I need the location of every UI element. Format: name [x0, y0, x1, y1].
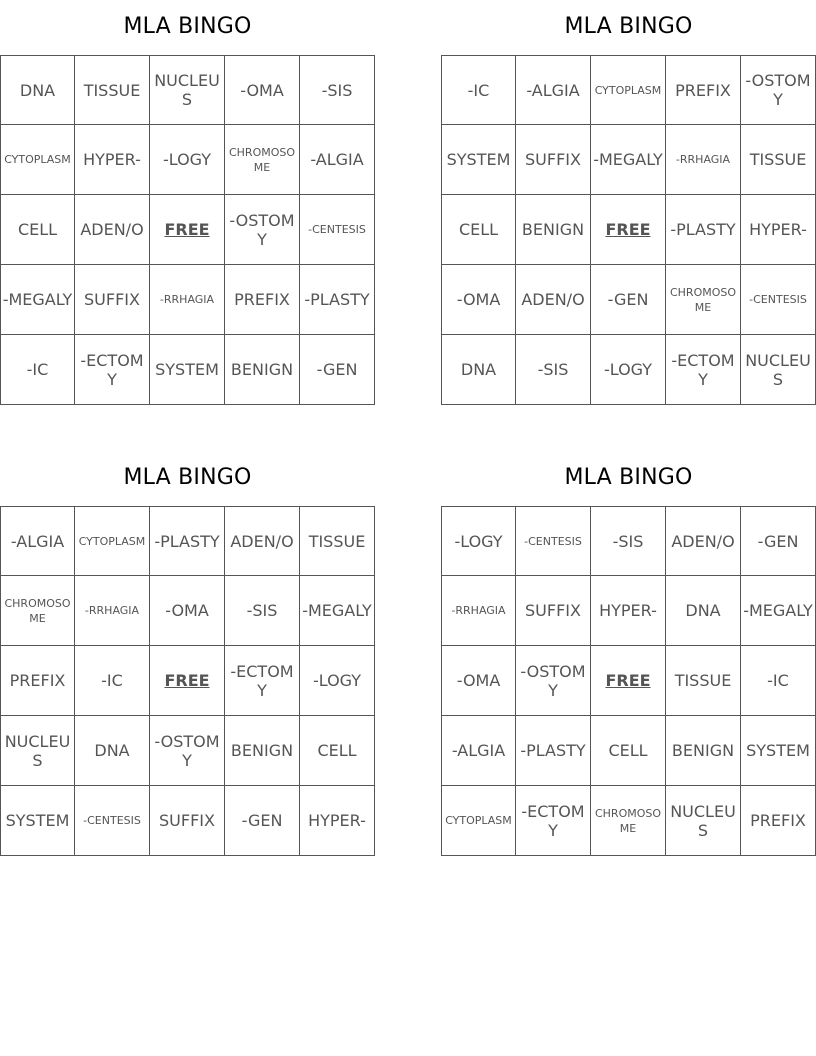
- bingo-cell: PREFIX: [666, 55, 741, 125]
- bingo-cell: BENIGN: [666, 716, 741, 786]
- bingo-cell: -ECTOMY: [225, 646, 300, 716]
- bingo-cell: -MEGALY: [300, 576, 375, 646]
- bingo-cell: -CENTESIS: [516, 506, 591, 576]
- bingo-cell: -RRHAGIA: [441, 576, 516, 646]
- bingo-cell: -IC: [441, 55, 516, 125]
- bingo-cell: HYPER-: [300, 786, 375, 856]
- bingo-cell: PREFIX: [225, 265, 300, 335]
- bingo-cell: -RRHAGIA: [666, 125, 741, 195]
- bingo-cell: -GEN: [591, 265, 666, 335]
- bingo-cell: -RRHAGIA: [150, 265, 225, 335]
- bingo-cell: -OSTOMY: [225, 195, 300, 265]
- bingo-cell: DNA: [666, 576, 741, 646]
- bingo-cell: -ECTOMY: [666, 335, 741, 405]
- bingo-cell: CELL: [0, 195, 75, 265]
- bingo-cell: HYPER-: [741, 195, 816, 265]
- bingo-cell: -GEN: [225, 786, 300, 856]
- bingo-cell: -LOGY: [441, 506, 516, 576]
- bingo-cell: CHROMOSOME: [591, 786, 666, 856]
- bingo-cell: HYPER-: [75, 125, 150, 195]
- card-title: MLA BINGO: [123, 14, 252, 39]
- bingo-cell: -CENTESIS: [75, 786, 150, 856]
- bingo-cell: -PLASTY: [516, 716, 591, 786]
- bingo-cell: ADEN/O: [225, 506, 300, 576]
- bingo-cell: -CENTESIS: [300, 195, 375, 265]
- bingo-cell: DNA: [441, 335, 516, 405]
- card-title: MLA BINGO: [123, 465, 252, 490]
- bingo-cell: -CENTESIS: [741, 265, 816, 335]
- bingo-grid: [0, 55, 375, 405]
- bingo-cell: -LOGY: [591, 335, 666, 405]
- bingo-cell: SYSTEM: [441, 125, 516, 195]
- bingo-cell: CHROMOSOME: [225, 125, 300, 195]
- bingo-cell: ADEN/O: [75, 195, 150, 265]
- bingo-card-2: [441, 0, 816, 405]
- bingo-grid: [441, 55, 816, 405]
- bingo-cell: NUCLEUS: [741, 335, 816, 405]
- bingo-cell: -IC: [0, 335, 75, 405]
- bingo-cell: DNA: [0, 55, 75, 125]
- bingo-cell: -GEN: [300, 335, 375, 405]
- bingo-cell: -OMA: [441, 265, 516, 335]
- free-space-cell: FREE: [150, 195, 225, 265]
- bingo-cell: TISSUE: [300, 506, 375, 576]
- card-title: MLA BINGO: [564, 465, 693, 490]
- bingo-cell: SYSTEM: [150, 335, 225, 405]
- bingo-grid: [0, 506, 375, 856]
- bingo-cell: SYSTEM: [0, 786, 75, 856]
- bingo-cell: CELL: [300, 716, 375, 786]
- bingo-cell: -OSTOMY: [516, 646, 591, 716]
- bingo-cell: SUFFIX: [516, 576, 591, 646]
- card-title: MLA BINGO: [564, 14, 693, 39]
- bingo-cell: HYPER-: [591, 576, 666, 646]
- bingo-cell: PREFIX: [741, 786, 816, 856]
- bingo-cell: TISSUE: [75, 55, 150, 125]
- bingo-cell: BENIGN: [225, 716, 300, 786]
- bingo-cell: CYTOPLASM: [591, 55, 666, 125]
- free-space-cell: FREE: [591, 646, 666, 716]
- bingo-cell: -IC: [75, 646, 150, 716]
- bingo-cell: -LOGY: [300, 646, 375, 716]
- bingo-cell: SUFFIX: [516, 125, 591, 195]
- bingo-cell: DNA: [75, 716, 150, 786]
- bingo-cell: SYSTEM: [741, 716, 816, 786]
- bingo-cell: ADEN/O: [666, 506, 741, 576]
- bingo-cell: -PLASTY: [666, 195, 741, 265]
- bingo-cell: TISSUE: [666, 646, 741, 716]
- bingo-cell: -PLASTY: [150, 506, 225, 576]
- bingo-cell: PREFIX: [0, 646, 75, 716]
- bingo-cell: CYTOPLASM: [75, 506, 150, 576]
- bingo-cell: NUCLEUS: [0, 716, 75, 786]
- bingo-cell: SUFFIX: [75, 265, 150, 335]
- bingo-cell: -MEGALY: [741, 576, 816, 646]
- bingo-cell: -SIS: [591, 506, 666, 576]
- bingo-cell: -ALGIA: [441, 716, 516, 786]
- bingo-cell: BENIGN: [516, 195, 591, 265]
- bingo-cell: -GEN: [741, 506, 816, 576]
- bingo-cell: CELL: [441, 195, 516, 265]
- bingo-cell: -OMA: [441, 646, 516, 716]
- bingo-card-4: [441, 451, 816, 856]
- bingo-cell: NUCLEUS: [150, 55, 225, 125]
- bingo-cell: CHROMOSOME: [666, 265, 741, 335]
- bingo-card-3: [0, 451, 375, 856]
- bingo-cell: -ALGIA: [0, 506, 75, 576]
- bingo-card-1: [0, 0, 375, 405]
- bingo-cell: -ALGIA: [300, 125, 375, 195]
- free-space-cell: FREE: [591, 195, 666, 265]
- bingo-cell: BENIGN: [225, 335, 300, 405]
- bingo-cell: -LOGY: [150, 125, 225, 195]
- free-space-cell: FREE: [150, 646, 225, 716]
- bingo-cell: -ECTOMY: [516, 786, 591, 856]
- bingo-grid: [441, 506, 816, 856]
- bingo-cell: -MEGALY: [0, 265, 75, 335]
- bingo-cell: -PLASTY: [300, 265, 375, 335]
- bingo-cell: -OMA: [225, 55, 300, 125]
- bingo-cell: CYTOPLASM: [441, 786, 516, 856]
- bingo-cell: CYTOPLASM: [0, 125, 75, 195]
- bingo-cell: CHROMOSOME: [0, 576, 75, 646]
- bingo-cell: SUFFIX: [150, 786, 225, 856]
- bingo-cell: -OSTOMY: [741, 55, 816, 125]
- bingo-cell: -RRHAGIA: [75, 576, 150, 646]
- bingo-cell: -ECTOMY: [75, 335, 150, 405]
- bingo-cell: -IC: [741, 646, 816, 716]
- bingo-cell: -OSTOMY: [150, 716, 225, 786]
- bingo-cell: -SIS: [516, 335, 591, 405]
- bingo-cell: -SIS: [225, 576, 300, 646]
- bingo-cell: -MEGALY: [591, 125, 666, 195]
- bingo-cell: NUCLEUS: [666, 786, 741, 856]
- bingo-cell: -SIS: [300, 55, 375, 125]
- bingo-cell: -OMA: [150, 576, 225, 646]
- bingo-cell: TISSUE: [741, 125, 816, 195]
- bingo-cell: -ALGIA: [516, 55, 591, 125]
- bingo-cell: ADEN/O: [516, 265, 591, 335]
- bingo-cell: CELL: [591, 716, 666, 786]
